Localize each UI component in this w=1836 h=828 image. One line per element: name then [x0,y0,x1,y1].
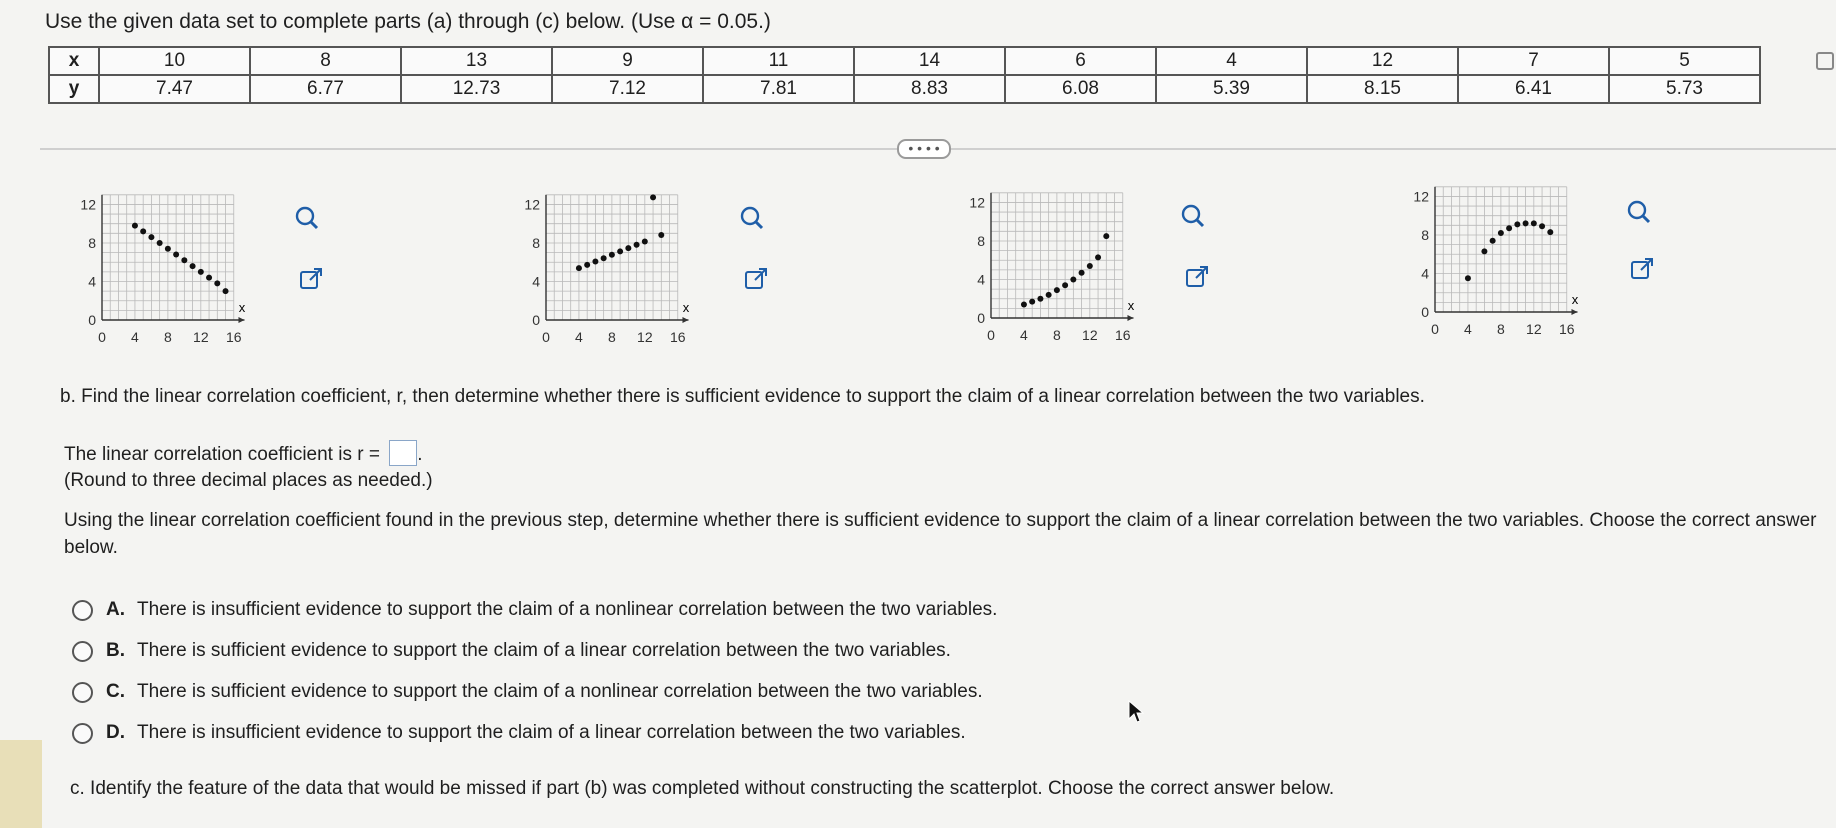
table-cell-x: 7 [1458,47,1609,75]
data-point [1490,238,1496,244]
x-tick-label: 16 [225,329,242,345]
data-point [148,234,154,240]
data-point [1506,225,1512,231]
option-text: There is sufficient evidence to support the claim of a linear correlation between the two variables. [137,640,951,661]
data-point [1079,270,1085,276]
radio-d[interactable] [72,723,93,744]
table-cell-y: 7.81 [703,75,854,103]
x-tick-label: 0 [542,329,550,345]
option-text: There is insufficient evidence to support the claim of a nonlinear correlation between the two variables. [137,599,998,620]
y-tick-label: 8 [977,232,985,249]
data-point [1514,221,1520,227]
data-point [173,252,179,258]
option-text: There is insufficient evidence to support the claim of a linear correlation between the two variables. [137,722,966,743]
data-point [592,258,598,264]
x-tick-label: 4 [1020,327,1028,343]
table-cell-y: 12.73 [401,75,552,103]
open-new-window-icon[interactable] [1625,252,1659,286]
table-cell-y: 5.39 [1156,75,1307,103]
table-cell-x: 5 [1609,47,1760,75]
open-new-window-icon[interactable] [1180,260,1214,294]
data-point [650,194,656,200]
table-cell-x: 11 [703,47,854,75]
y-tick-label: 4 [1421,265,1429,282]
table-cell-x: 10 [99,47,250,75]
data-point [198,269,204,275]
y-tick-label: 0 [977,310,985,326]
option-d[interactable] [72,722,966,744]
x-tick-label: 12 [1082,327,1098,343]
data-point [165,246,171,252]
round-note: (Round to three decimal places as needed.) [64,470,433,491]
scatterplot-svg [957,178,1157,348]
data-point [1531,220,1537,226]
x-tick-label: 8 [1052,327,1061,343]
y-tick-label: 12 [80,196,96,213]
table-cell-x: 4 [1156,47,1307,75]
y-tick-label: 12 [969,194,985,211]
zoom-magnifier-icon[interactable] [290,202,324,236]
data-point [1087,263,1093,269]
y-tick-label: 8 [532,234,540,251]
table-cell-x: 14 [854,47,1005,75]
option-letter: D. [106,722,125,743]
x-tick-label: 12 [637,329,653,345]
data-point [181,257,187,263]
table-cell-y: 6.41 [1458,75,1609,103]
scatterplot-svg [68,180,268,350]
data-point [642,239,648,245]
open-new-window-icon[interactable] [294,262,328,296]
radio-b[interactable] [72,641,93,662]
data-point [625,245,631,251]
table-cell-y: 8.83 [854,75,1005,103]
x-tick-label: 8 [163,329,172,345]
scatterplot-option-1[interactable] [68,180,268,355]
data-point [1498,230,1504,236]
option-text: There is sufficient evidence to support the claim of a nonlinear correlation between the two variables. [137,681,983,702]
x-tick-label: 0 [98,329,106,345]
data-point [1103,233,1109,239]
data-point [132,223,138,229]
table-cell-x: 6 [1005,47,1156,75]
table-cell-y: 5.73 [1609,75,1760,103]
open-new-window-icon[interactable] [739,262,773,296]
radio-c[interactable] [72,682,93,703]
data-point [1054,287,1060,293]
table-expand-icon[interactable] [1816,52,1834,70]
x-tick-label: 8 [607,329,616,345]
y-tick-label: 8 [1421,226,1429,243]
x-axis-label: x [682,300,690,315]
scatterplot-svg [512,180,712,350]
r-label: The linear correlation coefficient is r = [64,444,380,465]
x-tick-label: 4 [131,329,139,345]
y-tick-label: 0 [1421,304,1429,320]
x-axis-arrow [238,317,244,323]
x-tick-label: 12 [193,329,209,345]
y-tick-label: 12 [1413,188,1429,205]
table-cell-x: 8 [250,47,401,75]
y-tick-label: 0 [532,312,540,328]
data-point [1539,223,1545,229]
scatterplot-svg [1401,172,1601,342]
data-point [1021,302,1027,308]
data-table [48,46,1761,104]
x-axis-arrow [1571,309,1577,315]
option-letter: C. [106,681,125,702]
table-header-x: x [49,47,99,75]
x-tick-label: 0 [987,327,995,343]
x-tick-label: 0 [1431,321,1439,337]
data-point [1037,296,1043,302]
data-point [157,240,163,246]
mouse-cursor-icon [1128,700,1144,729]
table-cell-y: 7.12 [552,75,703,103]
more-button[interactable]: • • • • [897,139,951,159]
x-tick-label: 16 [1558,321,1575,337]
zoom-magnifier-icon[interactable] [1176,200,1210,234]
x-axis-arrow [682,317,688,323]
option-a[interactable] [72,599,997,621]
x-tick-label: 16 [669,329,686,345]
table-cell-y: 7.47 [99,75,250,103]
x-tick-label: 8 [1496,321,1505,337]
x-tick-label: 4 [1464,321,1472,337]
instruction-text: Use the given data set to complete parts (a) through (c) below. (Use α = 0.05.) [45,10,771,33]
page-edge [0,740,42,828]
x-axis-label: x [1127,298,1135,313]
y-tick-label: 8 [88,234,96,251]
y-tick-label: 4 [532,273,540,290]
radio-a[interactable] [72,600,93,621]
r-answer-input[interactable] [389,440,417,466]
data-point [190,263,196,269]
part-b-question: Using the linear correlation coefficient found in the previous step, determine whether there is sufficient evidence to support the claim of a linear correlation between the two variables. Choose the correct answer below. [64,510,1817,558]
data-point [584,262,590,268]
data-point [1070,276,1076,282]
part-b-prompt: b. Find the linear correlation coefficient, r, then determine whether there is sufficient evidence to support the claim of a linear correlation between the two variables. [60,386,1425,407]
data-point [214,280,220,286]
x-axis-arrow [1127,315,1133,321]
data-point [601,255,607,261]
data-point [1046,292,1052,298]
data-point [1481,248,1487,254]
scatterplot-option-4[interactable] [1401,172,1601,347]
data-point [1547,229,1553,235]
data-point [206,275,212,281]
option-c[interactable] [72,681,983,703]
table-row-y [49,75,1760,103]
data-point [617,248,623,254]
table-cell-y: 8.15 [1307,75,1458,103]
table-cell-x: 13 [401,47,552,75]
data-point [658,232,664,238]
zoom-magnifier-icon[interactable] [735,202,769,236]
r-answer-line: The linear correlation coefficient is r = . [64,440,423,466]
x-tick-label: 16 [1114,327,1131,343]
x-axis-label: x [238,300,246,315]
zoom-magnifier-icon[interactable] [1622,196,1656,230]
data-point [140,228,146,234]
y-tick-label: 0 [88,312,96,328]
data-point [1062,282,1068,288]
table-header-y: y [49,75,99,103]
y-tick-label: 12 [524,196,540,213]
x-tick-label: 12 [1526,321,1542,337]
data-point [1523,220,1529,226]
option-b[interactable] [72,640,951,662]
table-cell-y: 6.08 [1005,75,1156,103]
scatterplot-option-3[interactable] [957,178,1157,353]
data-point [1465,275,1471,281]
table-cell-y: 6.77 [250,75,401,103]
y-tick-label: 4 [977,271,985,288]
x-axis-label: x [1571,292,1579,307]
data-point [576,265,582,271]
x-tick-label: 4 [575,329,583,345]
y-tick-label: 4 [88,273,96,290]
part-c-prompt: c. Identify the feature of the data that would be missed if part (b) was completed without constructing the scatterplot. Choose the correct answer below. [70,778,1335,799]
data-point [609,252,615,258]
data-point [1029,299,1035,305]
data-point [223,288,229,294]
option-letter: B. [106,640,125,661]
data-point [1095,254,1101,260]
scatterplot-option-2[interactable] [512,180,712,355]
option-letter: A. [106,599,125,620]
data-point [634,242,640,248]
table-row-x [49,47,1760,75]
table-cell-x: 9 [552,47,703,75]
table-cell-x: 12 [1307,47,1458,75]
